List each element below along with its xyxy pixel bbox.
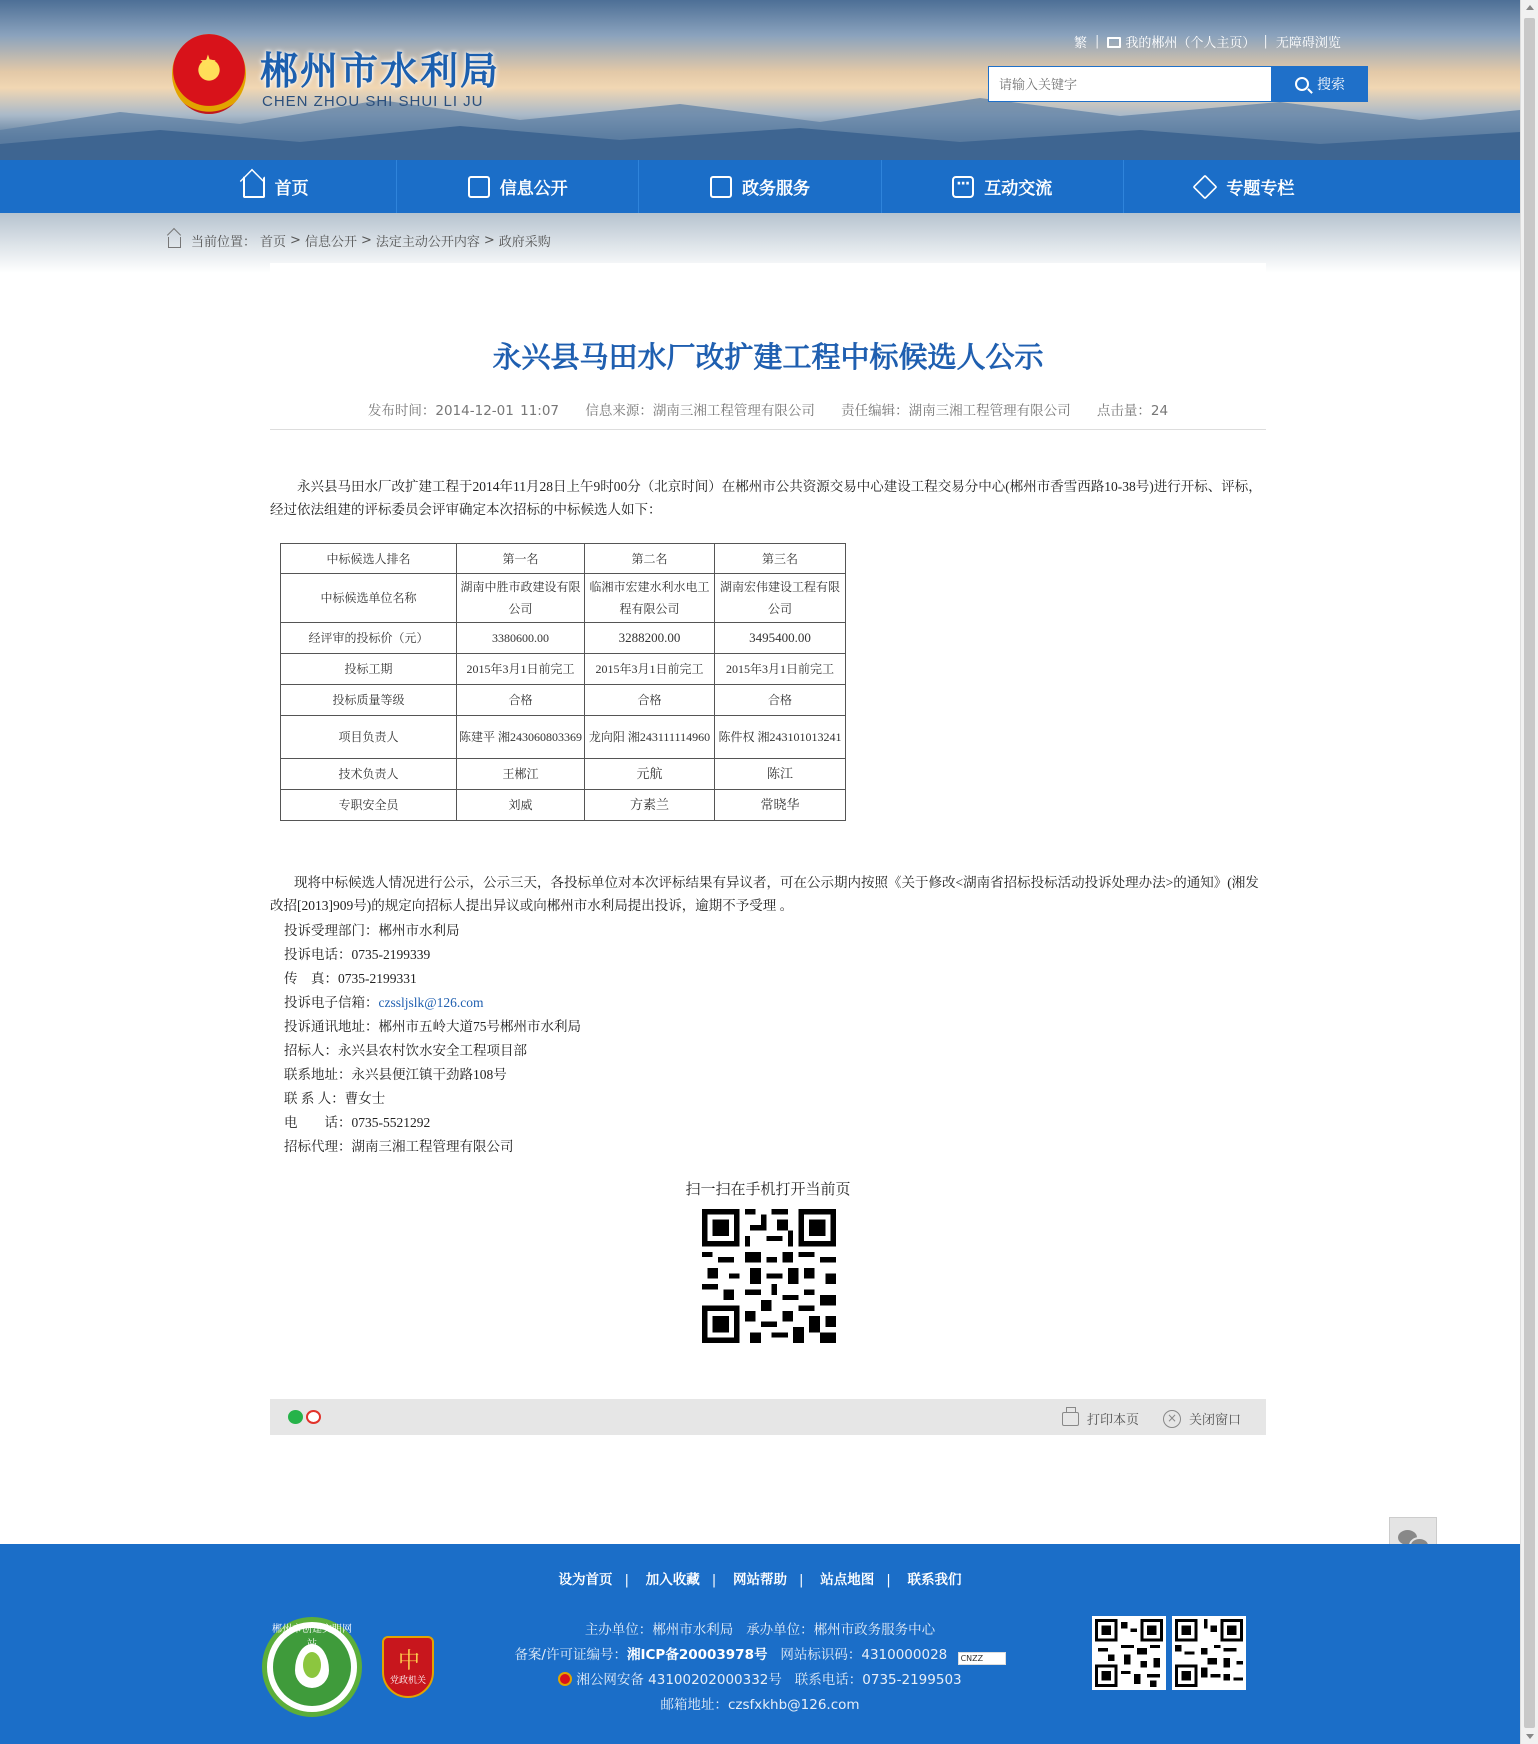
contact-line: 联系地址：永兴县便江镇干劲路108号 (284, 1067, 507, 1082)
print-label: 打印本页 (1087, 1413, 1140, 1428)
table-cell: 经评审的投标价（元） (281, 623, 457, 654)
national-emblem-icon: ★ (172, 34, 246, 114)
table-cell: 临湘市宏建水利水电工程有限公司 (585, 574, 715, 623)
table-cell: 合格 (585, 685, 715, 716)
search-input[interactable] (988, 66, 1272, 102)
footer-link-contact[interactable]: 联系我们 (907, 1572, 962, 1588)
table-row (281, 623, 846, 654)
table-cell: 常晓华 (715, 790, 846, 821)
contact-line: 联 系 人：曹女士 (284, 1091, 386, 1106)
table-cell: 刘威 (457, 790, 585, 821)
nav-label: 专题专栏 (1226, 179, 1295, 199)
contact-line: 招标代理：湖南三湘工程管理有限公司 (284, 1139, 514, 1154)
table-cell: 元航 (585, 759, 715, 790)
table-cell: 合格 (457, 685, 585, 716)
home-icon (243, 176, 265, 198)
table-cell: 王郴江 (457, 759, 585, 790)
badge-right-text: 党政机关 (389, 1676, 426, 1686)
top-links (1074, 32, 1341, 51)
contact-list (284, 919, 581, 1159)
close-icon: × (1163, 1410, 1181, 1428)
nav-label: 政务服务 (742, 179, 810, 199)
breadcrumb-separator: > (290, 233, 301, 248)
qr-code-icon (702, 1209, 836, 1343)
table-cell: 3288200.00 (585, 623, 715, 654)
nav-item-home[interactable] (155, 160, 397, 213)
table-row (281, 685, 846, 716)
scroll-down-icon[interactable] (1526, 1734, 1534, 1739)
footer-info (0, 1618, 1520, 1718)
click-count: 点击量：24 (1096, 403, 1169, 419)
intro-paragraph: 永兴县马田水厂改扩建工程于2014年11月28日上午9时00分（北京时间）在郴州市公共资源交易中心建设工程交易分中心(郴州市香雪西路10-38号)进行开标、评标，经过依法组建的评标委员会评审确定本次招标的中标候选人如下： (270, 479, 1262, 517)
table-cell: 2015年3月1日前完工 (585, 654, 715, 685)
footer-link-set-home[interactable]: 设为首页 (558, 1572, 613, 1588)
page-scrollbar[interactable] (1520, 0, 1538, 1744)
home-icon (168, 237, 181, 248)
wechat-share-icon[interactable] (288, 1410, 303, 1424)
breadcrumb-item-home[interactable]: 首页 (260, 235, 287, 250)
candidates-table (280, 543, 846, 821)
nav-label: 信息公开 (499, 179, 568, 199)
close-window-button[interactable] (1163, 1409, 1241, 1428)
table-row (281, 759, 846, 790)
my-chenzhou-link[interactable] (1107, 32, 1255, 51)
nav-item-gov-services[interactable] (639, 160, 881, 213)
footer-line-police: 湘公网安备 43100202000332号 联系电话：0735-2199503 (0, 1668, 1520, 1693)
article-container (270, 263, 1266, 1443)
site-header (0, 0, 1520, 160)
table-cell: 中标候选人排名 (281, 544, 457, 574)
breadcrumb-item-legal-content[interactable]: 法定主动公开内容 (375, 235, 480, 250)
traditional-chinese-link[interactable]: 繁 (1074, 36, 1088, 51)
contact-line: 投诉电话：0735-2199339 (284, 947, 431, 962)
separator: | (1095, 34, 1100, 49)
table-cell: 3495400.00 (715, 623, 846, 654)
table-cell: 中标候选单位名称 (281, 574, 457, 623)
table-cell: 龙向阳 湘243111114960 (585, 716, 715, 759)
document-icon (468, 176, 490, 198)
table-cell: 专职安全员 (281, 790, 457, 821)
editor: 责任编辑：湖南三湘工程管理有限公司 (841, 403, 1071, 419)
table-cell: 第二名 (585, 544, 715, 574)
breadcrumb-separator: > (360, 233, 372, 248)
info-source: 信息来源：湖南三湘工程管理有限公司 (585, 403, 815, 419)
nav-item-special-topics[interactable] (1124, 160, 1365, 213)
breadcrumb (168, 231, 551, 250)
share-bar (270, 1399, 1266, 1435)
weibo-share-icon[interactable] (306, 1410, 321, 1424)
scrollbar-thumb[interactable] (1524, 18, 1535, 1728)
footer-line-email: 邮箱地址：czsfxkhb@126.com (660, 1697, 860, 1713)
table-row (281, 574, 846, 623)
table-row (281, 544, 846, 574)
contact-line: 电 话：0735-5521292 (284, 1115, 431, 1130)
nav-item-interaction[interactable] (882, 160, 1124, 213)
table-cell: 湖南中胜市政建设有限公司 (457, 574, 585, 623)
footer-qr-code-icon (1172, 1616, 1246, 1690)
table-cell: 技术负责人 (281, 759, 457, 790)
badge-left-text: 郴州市创建文明网站 (272, 1624, 352, 1650)
table-cell: 陈江 (715, 759, 846, 790)
contact-line: 招标人：永兴县农村饮水安全工程项目部 (284, 1043, 527, 1058)
table-cell: 陈件权 湘243101013241 (715, 716, 846, 759)
table-row (281, 716, 846, 759)
table-cell: 合格 (715, 685, 846, 716)
table-cell: 陈建平 湘243060803369 (457, 716, 585, 759)
article-title: 永兴县马田水厂改扩建工程中标候选人公示 (492, 340, 1044, 374)
site-footer (0, 1544, 1520, 1744)
table-cell: 第一名 (457, 544, 585, 574)
breadcrumb-prefix: 当前位置： (191, 235, 257, 250)
contact-line: 传 真：0735-2199331 (284, 971, 417, 986)
nav-label: 互动交流 (984, 179, 1053, 199)
nav-item-info-disclosure[interactable] (397, 160, 639, 213)
table-cell: 2015年3月1日前完工 (457, 654, 585, 685)
print-button[interactable] (1062, 1409, 1139, 1428)
breadcrumb-item-info[interactable]: 信息公开 (304, 235, 357, 250)
qr-caption: 扫一扫在手机打开当前页 (685, 1180, 851, 1198)
contact-line: 投诉电子信箱：czssljslk@126.com (284, 995, 484, 1010)
table-cell: 投标工期 (281, 654, 457, 685)
search-button-label: 搜索 (1317, 77, 1345, 93)
table-cell: 项目负责人 (281, 716, 457, 759)
search-button[interactable] (1272, 66, 1368, 102)
layers-icon (1193, 174, 1218, 199)
divider (270, 429, 1266, 430)
police-badge-icon (558, 1672, 572, 1686)
breadcrumb-item-procurement[interactable]: 政府采购 (498, 235, 551, 250)
footer-line-sponsor: 主办单位：郴州市水利局 承办单位：郴州市政务服务中心 (584, 1622, 936, 1638)
table-cell: 湖南宏伟建设工程有限公司 (715, 574, 846, 623)
footer-link-favorite[interactable]: 加入收藏 (645, 1572, 700, 1588)
chat-icon (952, 176, 974, 198)
contact-line: 投诉通讯地址：郴州市五岭大道75号郴州市水利局 (284, 1019, 581, 1034)
table-cell: 方素兰 (585, 790, 715, 821)
accessibility-link[interactable]: 无障碍浏览 (1275, 36, 1341, 51)
footer-qr-code-icon (1092, 1616, 1166, 1690)
close-label: 关闭窗口 (1189, 1413, 1242, 1428)
main-nav (0, 160, 1520, 213)
icp-link[interactable]: 湘ICP备20003978号 (627, 1647, 768, 1663)
search-box (988, 66, 1368, 102)
site-subtitle: CHEN ZHOU SHI SHUI LI JU (262, 93, 484, 110)
table-row (281, 790, 846, 821)
printer-icon (1062, 1412, 1079, 1426)
publish-time: 发布时间：2014-12-01 11:07 (367, 403, 560, 419)
contact-line: 投诉受理部门：郴州市水利局 (284, 923, 460, 938)
footer-links: 设为首页 | 加入收藏 | 网站帮助 | 站点地图 | 联系我们 (558, 1572, 962, 1588)
edit-icon (710, 176, 732, 198)
cnzz-icon[interactable]: CNZZ (958, 1652, 1006, 1665)
party-gov-badge-icon[interactable]: 中 党政机关 (382, 1636, 434, 1698)
footer-link-sitemap[interactable]: 站点地图 (820, 1572, 875, 1588)
search-icon (1295, 77, 1309, 91)
monitor-icon (1107, 37, 1121, 48)
table-cell: 第三名 (715, 544, 846, 574)
table-cell: 3380600.00 (457, 623, 585, 654)
footer-link-help[interactable]: 网站帮助 (733, 1572, 787, 1588)
article-meta (270, 399, 1266, 419)
notice-paragraph: 现将中标候选人情况进行公示，公示三天，各投标单位对本次评标结果有异议者，可在公示期内按照《关于修改<湖南省招标投标活动投诉处理办法>的通知》(湘发改招[2013]909号)的规定向招标人提出异议或向郴州市水利局提出投诉，逾期不予受理 。 (270, 875, 1259, 913)
scroll-up-icon[interactable] (1526, 5, 1534, 10)
table-row (281, 654, 846, 685)
my-chenzhou-label: 我的郴州（个人主页） (1125, 36, 1256, 51)
table-cell: 投标质量等级 (281, 685, 457, 716)
nav-label: 首页 (274, 179, 309, 199)
breadcrumb-separator: > (483, 233, 495, 248)
complaint-email-link[interactable]: czssljslk@126.com (378, 995, 484, 1010)
footer-line-icp: 备案/许可证编号：湘ICP备20003978号 网站标识码：4310000028 CNZZ (0, 1643, 1520, 1668)
police-record-link[interactable]: 湘公网安备 43100202000332号 (576, 1672, 782, 1688)
site-title[interactable]: 郴州市水利局 (260, 49, 501, 93)
table-cell: 2015年3月1日前完工 (715, 654, 846, 685)
separator: | (1263, 34, 1268, 49)
